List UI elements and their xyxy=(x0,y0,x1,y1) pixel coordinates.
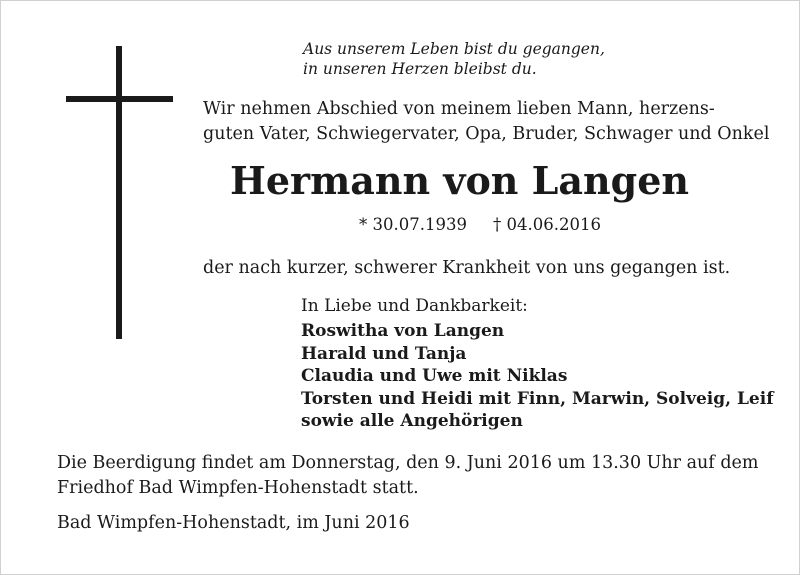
mourner-item: Torsten und Heidi mit Finn, Marwin, Solveig, Leif xyxy=(301,388,774,409)
death-date: † 04.06.2016 xyxy=(492,215,601,234)
mourners-list xyxy=(301,320,774,433)
life-dates xyxy=(359,214,601,236)
motto xyxy=(303,39,605,79)
intro-text xyxy=(203,97,770,147)
funeral-line-1: Die Beerdigung findet am Donnerstag, den 9. Juni 2016 um 13.30 Uhr auf dem xyxy=(57,453,759,473)
funeral-line-2: Friedhof Bad Wimpfen-Hohenstadt statt. xyxy=(57,478,419,498)
cross-horizontal-bar xyxy=(66,96,173,102)
place-and-date: Bad Wimpfen-Hohenstadt, im Juni 2016 xyxy=(57,513,410,533)
intro-line-2: guten Vater, Schwiegervater, Opa, Bruder, Schwager und Onkel xyxy=(203,124,770,144)
mourner-item: sowie alle Angehörigen xyxy=(301,411,523,431)
illness-text: der nach kurzer, schwerer Krankheit von uns gegangen ist. xyxy=(203,258,731,278)
intro-line-1: Wir nehmen Abschied von meinem lieben Mann, herzens- xyxy=(203,99,715,119)
mourner-item: Harald und Tanja xyxy=(301,343,467,364)
mourner-item: Claudia und Uwe mit Niklas xyxy=(301,366,568,386)
motto-line-1: Aus unserem Leben bist du gegangen, xyxy=(303,40,605,58)
mourner-item: Roswitha von Langen xyxy=(301,321,505,341)
deceased-name: Hermann von Langen xyxy=(229,158,690,203)
funeral-info xyxy=(57,451,759,501)
motto-line-2: in unseren Herzen bleibst du. xyxy=(303,60,537,78)
mourners-intro: In Liebe und Dankbarkeit: xyxy=(301,296,528,316)
birth-date: * 30.07.1939 xyxy=(359,215,467,234)
